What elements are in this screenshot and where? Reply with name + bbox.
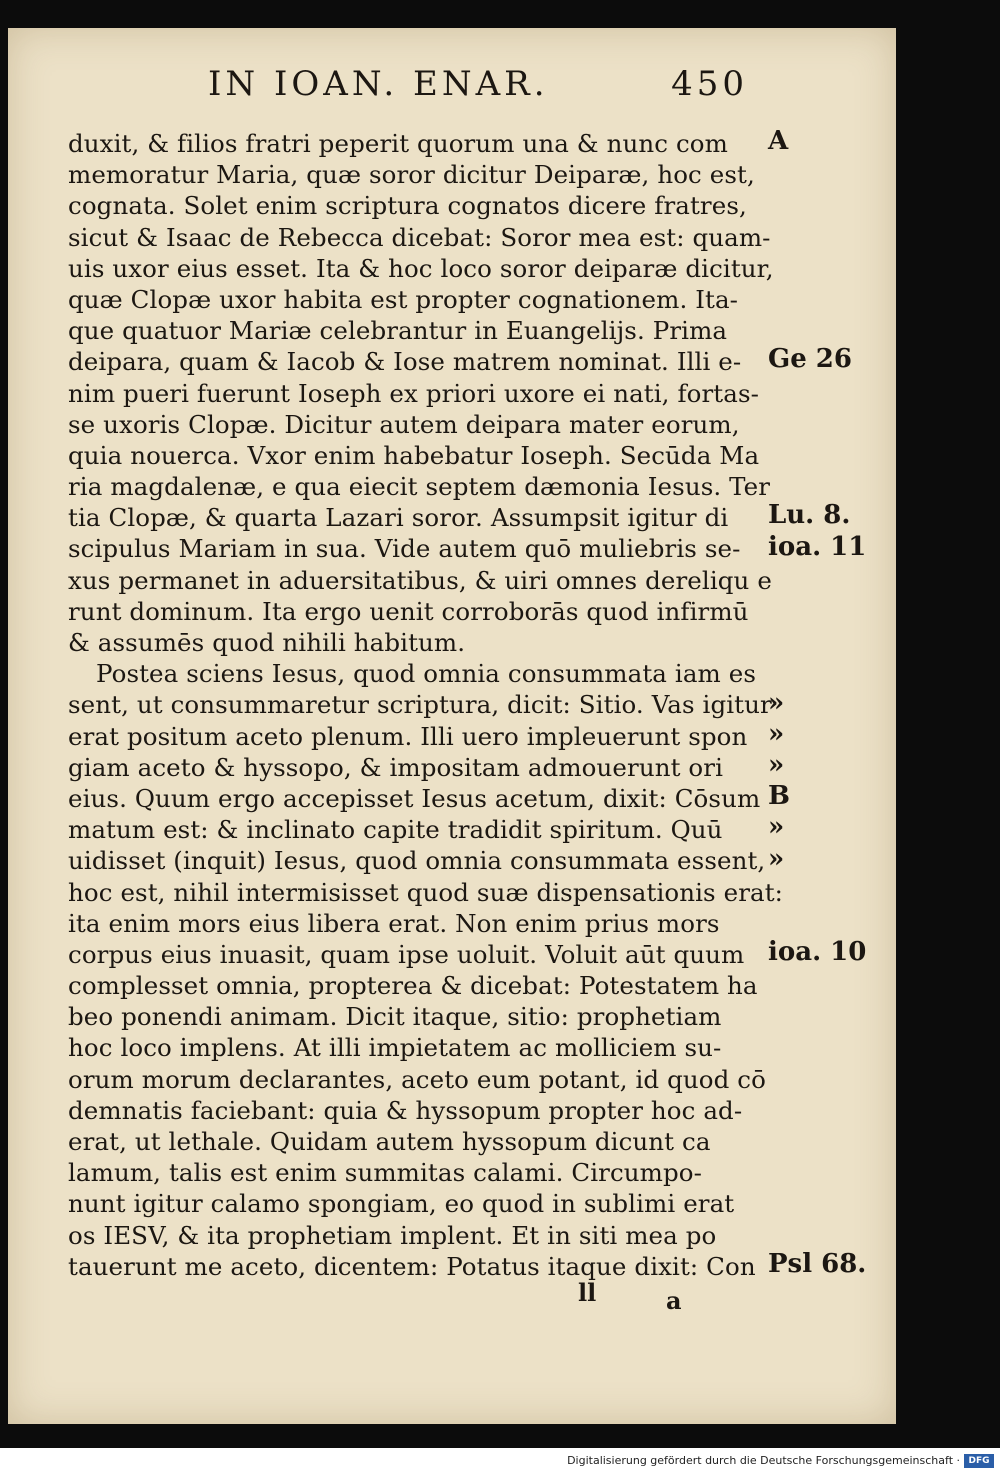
digitization-footer [0,1448,1000,1474]
dfg-logo: DFG [964,1454,994,1468]
text-line: tauerunt me aceto, dicentem: Potatus itaque dixit: Con [68,1251,756,1281]
text-line: erat positum aceto plenum. Illi uero impleuerunt spon [68,721,748,751]
text-line: uidisset (inquit) Iesus, quod omnia consummata essent, [68,846,766,876]
text-line: & assumēs quod nihili habitum. [68,628,466,657]
margin-note: » [768,718,785,749]
margin-note: ioa. 11 [768,531,867,562]
folio-number: 450 [671,64,748,104]
text-line: cognata. Solet enim scriptura cognatos dicere fratres, [68,191,747,221]
text-line: runt dominum. Ita ergo uenit corroborās quod infirmū [68,596,749,626]
text-line: quia nouerca. Vxor enim habebatur Ioseph. Secūda Ma [68,440,760,470]
margin-note: Lu. 8. [768,500,851,531]
running-title: IN IOAN. ENAR. [208,64,549,104]
margin-note: B [768,781,790,812]
text-line: Postea sciens Iesus, quod omnia consummata iam es [96,659,757,689]
text-line: quæ Clopæ uxor habita est propter cognationem. Ita- [68,284,739,314]
text-line: scipulus Mariam in sua. Vide autem quō muliebris se- [68,534,741,564]
text-line: demnatis faciebant: quia & hyssopum propter hoc ad- [68,1095,743,1125]
text-line: orum morum declarantes, aceto eum potant, id quod cō [68,1064,766,1094]
margin-note: ioa. 10 [768,937,867,968]
text-line: hoc est, nihil intermisisset quod suæ dispensationis erat: [68,877,784,907]
text-line: deipara, quam & Iacob & Iose matrem nominat. Illi e- [68,347,742,377]
text-line: beo ponendi animam. Dicit itaque, sitio: prophetiam [68,1002,722,1032]
text-line: se uxoris Clopæ. Dicitur autem deipara mater eorum, [68,409,740,439]
margin-note: A [768,126,789,156]
text-line: erat, ut lethale. Quidam autem hyssopum dicunt ca [68,1127,711,1156]
signature-mark: ll [578,1278,597,1307]
text-line: ita enim mors eius libera erat. Non enim prius mors [68,908,720,938]
text-line: complesset omnia, propterea & dicebat: Potestatem ha [68,971,758,1001]
text-line: eius. Quum ergo accepisset Iesus acetum, dixit: Cōsum [68,783,761,813]
text-line: xus permanet in aduersitatibus, & uiri omnes dereliqu e [68,565,772,595]
running-header [208,64,748,104]
text-line: sent, ut consummaretur scriptura, dicit: Sitio. Vas igitur [68,690,772,720]
text-line: memoratur Maria, quæ soror dicitur Deiparæ, hoc est, [68,160,755,190]
catchword: a [666,1286,682,1315]
margin-note: » [768,812,785,843]
margin-note: » [768,843,785,874]
body-text [68,128,784,1282]
text-line: sicut & Isaac de Rebecca dicebat: Soror mea est: quam- [68,222,771,252]
text-line: tia Clopæ, & quarta Lazari soror. Assumpsit igitur di [68,503,729,533]
margin-note: » [768,750,785,780]
text-line: corpus eius inuasit, quam ipse uoluit. Voluit aūt quum [68,939,745,969]
text-line: ria magdalenæ, e qua eiecit septem dæmonia Iesus. Ter [68,472,771,502]
text-line: lamum, talis est enim summitas calami. Circumpo- [68,1158,702,1188]
text-line: nim pueri fuerunt Ioseph ex priori uxore ei nati, fortas- [68,378,759,408]
text-line: uis uxor eius esset. Ita & hoc loco soror deiparæ dicitur, [68,253,774,283]
text-line: giam aceto & hyssopo, & impositam admouerunt ori [68,752,724,782]
margin-note: Psl 68. [768,1249,867,1280]
text-line: nunt igitur calamo spongiam, eo quod in sublimi erat [68,1189,735,1219]
book-page [8,28,896,1424]
margin-note: » [768,687,785,718]
funding-credit: Digitalisierung gefördert durch die Deutsche Forschungsgemeinschaft · [567,1454,960,1467]
margin-note: Ge 26 [768,344,852,375]
text-line: os IESV, & ita prophetiam implent. Et in siti mea po [68,1220,717,1250]
text-line: matum est: & inclinato capite tradidit spiritum. Quū [68,815,723,845]
text-line: hoc loco implens. At illi impietatem ac molliciem su- [68,1033,722,1063]
text-line: duxit, & filios fratri peperit quorum una & nunc com [68,129,728,158]
text-line: que quatuor Mariæ celebrantur in Euangelijs. Prima [68,316,728,346]
